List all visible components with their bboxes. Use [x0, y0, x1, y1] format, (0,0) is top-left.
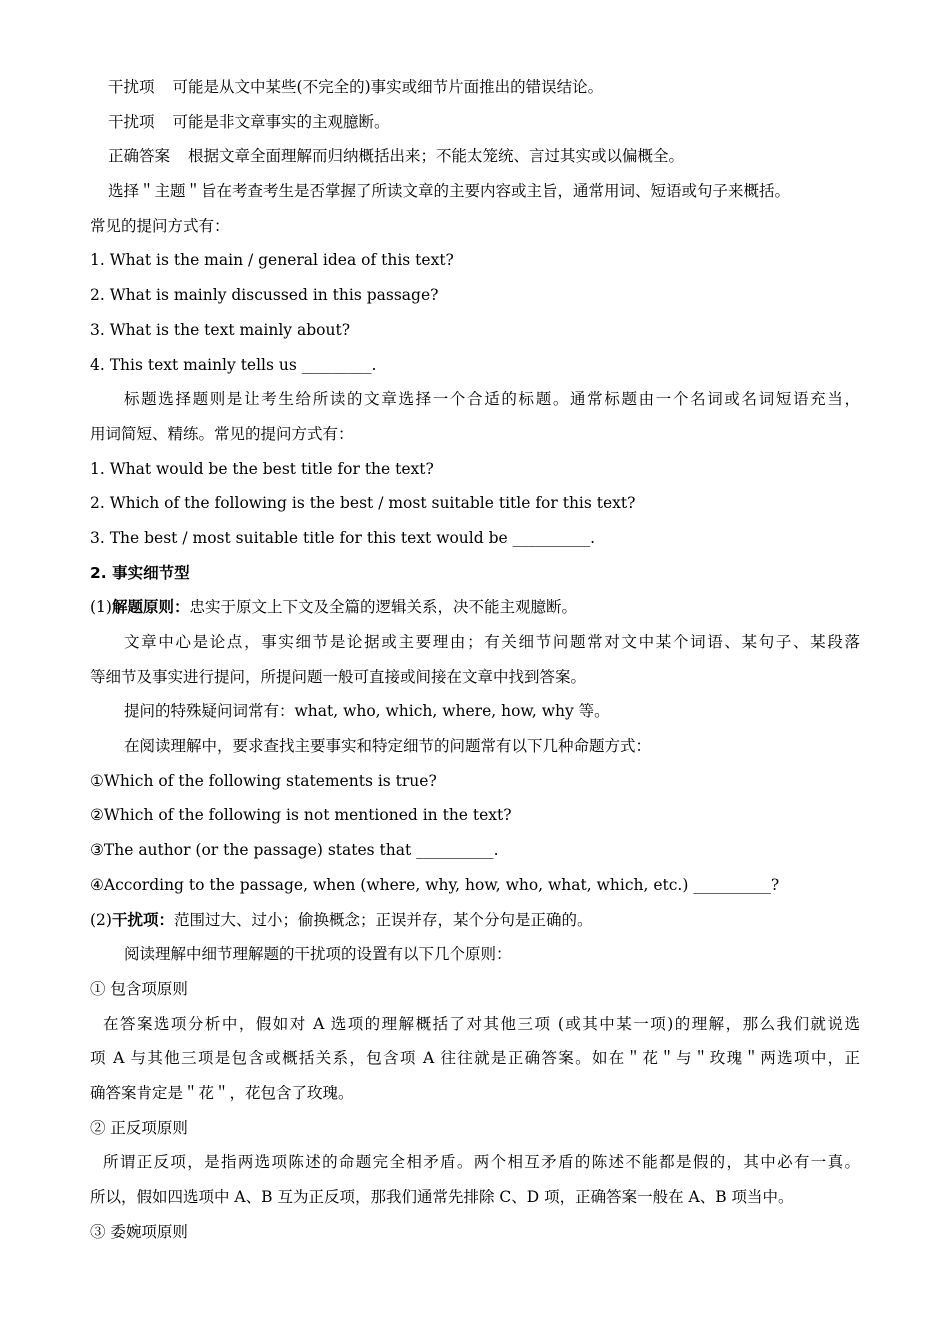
- subheading-opposite-rule: ② 正反项原则: [90, 1118, 188, 1137]
- term-text: 可能是从文中某些(不完全的)事实或细节片面推出的错误结论。: [172, 78, 604, 96]
- paragraph-opposite: 所谓正反项，是指两选项陈述的命题完全相矛盾。两个相互矛盾的陈述不能都是假的，其中必有一真。: [103, 1153, 860, 1172]
- paragraph-inclusion: 在答案选项分析中，假如对 A 选项的理解概括了对其他三项 (或其中某一项)的理解，那么我们就说选: [103, 1014, 860, 1033]
- term-label: 干扰项: [108, 112, 155, 131]
- paragraph-inclusion-end: 确答案肯定是＂花＂，花包含了玫瑰。: [90, 1083, 354, 1102]
- list-item: 3. The best / most suitable title for this text would be __________.: [90, 528, 596, 547]
- list-item: 4. This text mainly tells us _________.: [90, 355, 377, 374]
- list-item: ②Which of the following is not mentioned in the text?: [90, 806, 512, 825]
- paragraph-question-types: 在阅读理解中，要求查找主要事实和特定细节的问题常有以下几种命题方式：: [124, 737, 652, 756]
- paragraph-question-words: 提问的特殊疑问词常有：what, who, which, where, how, why 等。: [124, 702, 610, 721]
- principle-text: 忠实于原文上下文及全篇的逻辑关系，决不能主观臆断。: [189, 598, 577, 617]
- list-item: 3. What is the text mainly about?: [90, 320, 351, 339]
- list-item: 1. What is the main / general idea of this text?: [90, 251, 454, 270]
- paragraph-title-intro: 标题选择题则是让考生给所读的文章选择一个合适的标题。通常标题由一个名词或名词短语充当，: [124, 390, 860, 409]
- paragraph-distractor-2: [90, 105, 860, 140]
- paragraph-detail-intro-cont: 等细节及事实进行提问，所提问题一般可直接或间接在文章中找到答案。: [90, 667, 587, 686]
- term-text: 可能是非文章事实的主观臆断。: [172, 112, 390, 131]
- paragraph-title-intro-cont: 用词简短、精练。常见的提问方式有：: [90, 424, 354, 443]
- term-label: 正确答案: [108, 147, 171, 166]
- distractor-text: 范围过大、过小；偷换概念；正误并存，某个分句是正确的。: [173, 910, 593, 929]
- list-item: 1. What would be the best title for the text?: [90, 459, 434, 478]
- paragraph-distractors: [90, 903, 860, 938]
- sub-number: (2): [90, 910, 112, 929]
- paragraph-distractor-1: [90, 70, 860, 105]
- list-item: ③The author (or the passage) states that __________.: [90, 841, 499, 860]
- term-label: 干扰项: [108, 78, 155, 96]
- list-item: ①Which of the following statements is true?: [90, 771, 437, 790]
- list-item: 2. What is mainly discussed in this passage?: [90, 286, 439, 305]
- document-page: [90, 70, 860, 1249]
- paragraph-detail-intro: 文章中心是论点，事实细节是论据或主要理由；有关细节问题常对文中某个词语、某句子、某段落: [124, 633, 860, 651]
- paragraph-question-forms: 常见的提问方式有：: [90, 216, 230, 235]
- list-item: 2. Which of the following is the best / most suitable title for this text?: [90, 494, 636, 513]
- paragraph-opposite-cont: 所以，假如四选项中 A、B 互为正反项，那我们通常先排除 C、D 项，正确答案一般在 A、B 项当中。: [90, 1188, 794, 1206]
- section-heading: 2. 事实细节型: [90, 563, 190, 582]
- term-text: 根据文章全面理解而归纳概括出来；不能太笼统、言过其实或以偏概全。: [188, 147, 685, 166]
- list-item: ④According to the passage, when (where, why, how, who, what, which, etc.) __________?: [90, 875, 780, 894]
- bold-label: 干扰项：: [111, 910, 174, 929]
- subheading-inclusion-rule: ① 包含项原则: [90, 979, 188, 998]
- paragraph-topic-intro: 选择＂主题＂旨在考查考生是否掌握了所读文章的主要内容或主旨，通常用词、短语或句子来概括。: [108, 182, 791, 201]
- paragraph-distractor-rules: 阅读理解中细节理解题的干扰项的设置有以下几个原则：: [124, 945, 512, 964]
- sub-number: (1): [90, 598, 112, 617]
- paragraph-principle: [90, 590, 860, 625]
- paragraph-inclusion-cont: 项 A 与其他三项是包含或概括关系，包含项 A 往往就是正确答案。如在＂花＂与＂玫瑰＂两选项中，正: [90, 1049, 860, 1068]
- paragraph-correct-answer: [90, 139, 860, 174]
- bold-label: 解题原则：: [111, 598, 190, 617]
- subheading-euphemism-rule: ③ 委婉项原则: [90, 1222, 188, 1241]
